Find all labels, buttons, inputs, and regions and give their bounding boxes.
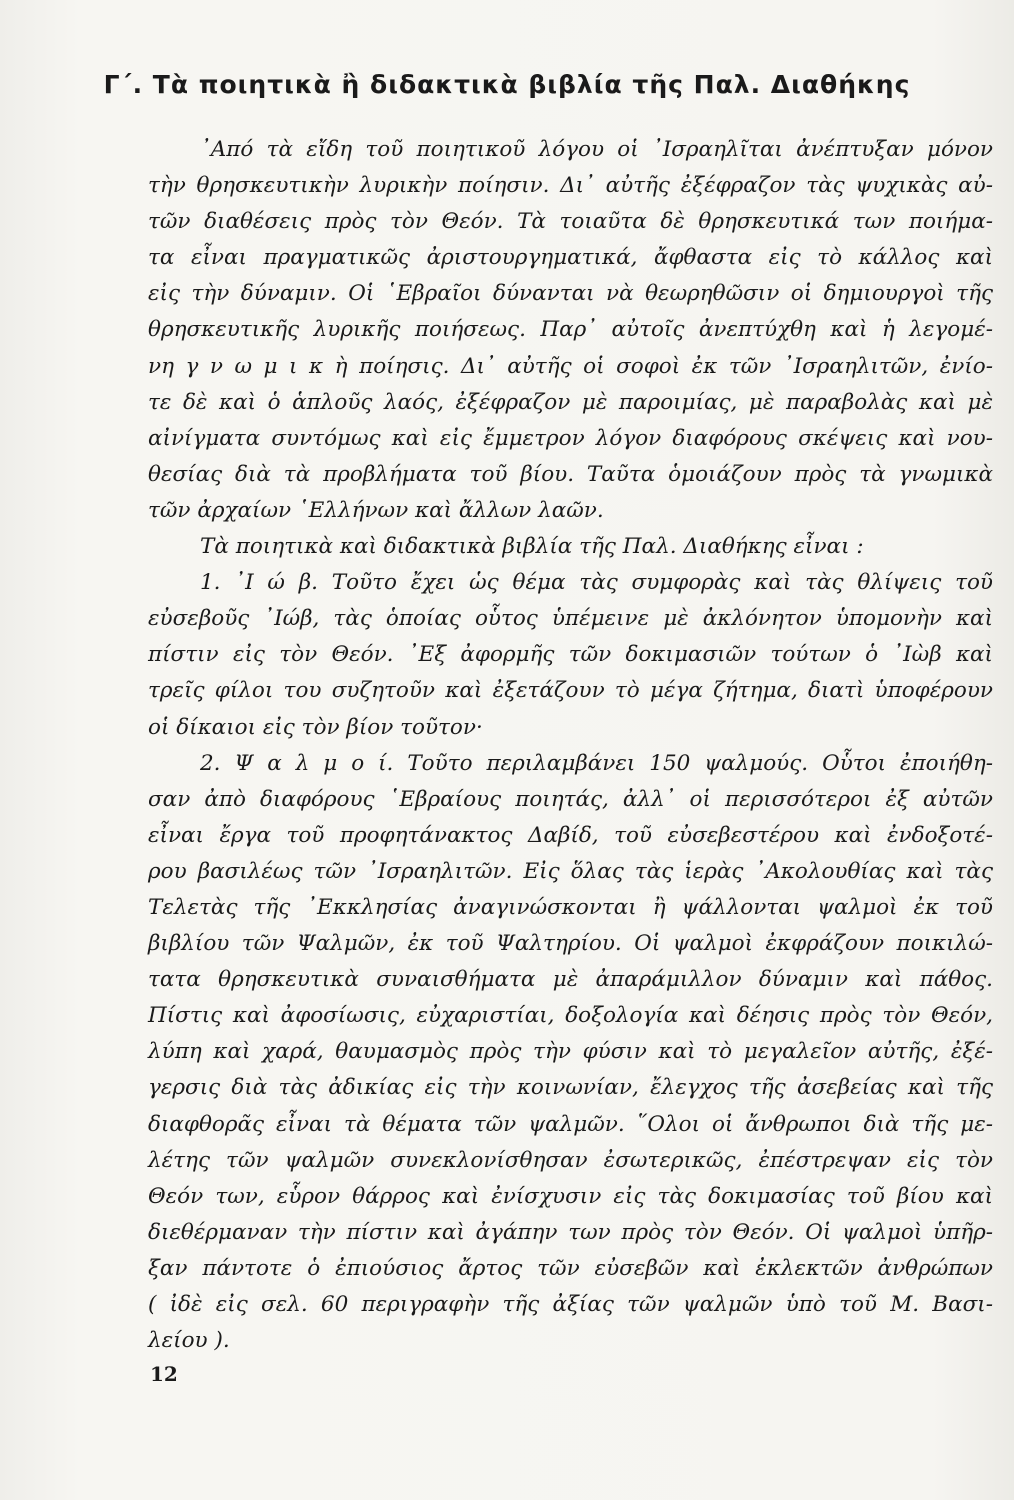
section-heading: Γ΄. Τὰ ποιητικὰ ἢ διδακτικὰ βιβλία τῆς Παλ. Διαθήκης xyxy=(103,70,911,99)
text-line: τρεῖς φίλοι του συζητοῦν καὶ ἐξετάζουν τὸ μέγα ζήτημα, διατὶ ὑποφέρουν xyxy=(148,678,993,704)
text-line: ( ἰδὲ εἰς σελ. 60 περιγραφὴν τῆς ἀξίας τῶν ψαλμῶν ὑπὸ τοῦ Μ. Βασι- xyxy=(148,1292,993,1317)
text-line: τῶν ἀρχαίων ῾Ελλήνων καὶ ἄλλων λαῶν. xyxy=(148,497,604,523)
text-line: θρησκευτικῆς λυρικῆς ποιήσεως. Παρ᾿ αὐτοῖς ἀνεπτύχθη καὶ ἡ λεγομέ- xyxy=(148,317,993,343)
text-line: πίστιν εἰς τὸν Θεόν. ᾿Εξ ἀφορμῆς τῶν δοκιμασιῶν τούτων ὁ ᾿Ιὼβ καὶ xyxy=(148,642,993,668)
page-number: 12 xyxy=(150,1362,178,1386)
text-line: γερσις διὰ τὰς ἀδικίας εἰς τὴν κοινωνίαν, ἔλεγχος τῆς ἀσεβείας καὶ τῆς xyxy=(148,1075,993,1101)
text-line: εἰς τὴν δύναμιν. Οἱ ῾Εβραῖοι δύνανται νὰ θεωρηθῶσιν οἱ δημιουργοὶ τῆς xyxy=(148,281,993,307)
text-line: σαν ἀπὸ διαφόρους ῾Εβραίους ποιητάς, ἀλλ᾿ οἱ περισσότεροι ἐξ αὐτῶν xyxy=(148,786,993,812)
text-line: Τελετὰς τῆς ᾿Εκκλησίας ἀναγινώσκονται ἢ ψάλλονται ψαλμοὶ ἐκ τοῦ xyxy=(148,894,993,920)
text-line: λύπη καὶ χαρά, θαυμασμὸς πρὸς τὴν φύσιν καὶ τὸ μεγαλεῖον αὐτῆς, ἐξέ- xyxy=(148,1039,993,1065)
text-line: τατα θρησκευτικὰ συναισθήματα μὲ ἀπαράμιλλον δύναμιν καὶ πάθος. xyxy=(148,967,993,993)
text-line: τὴν θρησκευτικὴν λυρικὴν ποίησιν. Δι᾿ αὐτῆς ἐξέφραζον τὰς ψυχικὰς αὐ- xyxy=(148,173,993,199)
text-line: διαφθορᾶς εἶναι τὰ θέματα τῶν ψαλμῶν. ῞Ολοι οἱ ἄνθρωποι διὰ τῆς με- xyxy=(148,1111,993,1137)
text-line: τα εἶναι πραγματικῶς ἀριστουργηματικά, ἄφθαστα εἰς τὸ κάλλος καὶ xyxy=(148,245,993,271)
text-line: Θεόν των, εὗρον θάρρος καὶ ἐνίσχυσιν εἰς τὰς δοκιμασίας τοῦ βίου καὶ xyxy=(148,1183,993,1209)
text-line: εἶναι ἔργα τοῦ προφητάνακτος Δαβίδ, τοῦ εὐσεβεστέρου καὶ ἐνδοξοτέ- xyxy=(148,822,993,848)
text-line: ᾿Από τὰ εἴδη τοῦ ποιητικοῦ λόγου οἱ ᾿Ισραηλῖται ἀνέπτυξαν μόνον xyxy=(200,137,993,162)
body-text xyxy=(148,132,993,1359)
text-line: εὐσεβοῦς ᾿Ιώβ, τὰς ὁποίας οὗτος ὑπέμεινε μὲ ἀκλόνητον ὑπομονὴν καὶ xyxy=(148,606,993,632)
text-line: λέτης τῶν ψαλμῶν συνεκλονίσθησαν ἐσωτερικῶς, ἐπέστρεψαν εἰς τὸν xyxy=(148,1147,993,1173)
text-line: ρου βασιλέως τῶν ᾿Ισραηλιτῶν. Εἰς ὅλας τὰς ἱερὰς ᾿Ακολουθίας καὶ τὰς xyxy=(148,858,993,884)
text-line: Τὰ ποιητικὰ καὶ διδακτικὰ βιβλία τῆς Παλ. Διαθήκης εἶναι : xyxy=(200,534,864,560)
text-line: τῶν διαθέσεις πρὸς τὸν Θεόν. Τὰ τοιαῦτα δὲ θρησκευτικά των ποιήμα- xyxy=(148,209,993,235)
text-line: διεθέρμαναν τὴν πίστιν καὶ ἀγάπην των πρὸς τὸν Θεόν. Οἱ ψαλμοὶ ὑπῆρ- xyxy=(148,1219,993,1245)
text-line: θεσίας διὰ τὰ προβλήματα τοῦ βίου. Ταῦτα ὁμοιάζουν πρὸς τὰ γνωμικὰ xyxy=(148,461,993,487)
text-line: ξαν πάντοτε ὁ ἐπιούσιος ἄρτος τῶν εὐσεβῶν καὶ ἐκλεκτῶν ἀνθρώπων xyxy=(148,1255,993,1281)
text-line: αἰνίγματα συντόμως καὶ εἰς ἔμμετρον λόγον διαφόρους σκέψεις καὶ νου- xyxy=(148,425,993,451)
text-line: 1. ᾿Ι ώ β. Τοῦτο ἔχει ὡς θέμα τὰς συμφορὰς καὶ τὰς θλίψεις τοῦ xyxy=(200,570,993,596)
text-line: οἱ δίκαιοι εἰς τὸν βίον τοῦτον· xyxy=(148,714,483,740)
text-line: βιβλίου τῶν Ψαλμῶν, ἐκ τοῦ Ψαλτηρίου. Οἱ ψαλμοὶ ἐκφράζουν ποικιλώ- xyxy=(148,931,993,957)
text-line: Πίστις καὶ ἀφοσίωσις, εὐχαριστίαι, δοξολογία καὶ δέησις πρὸς τὸν Θεόν, xyxy=(148,1003,993,1029)
text-line: τε δὲ καὶ ὁ ἁπλοῦς λαός, ἐξέφραζον μὲ παροιμίας, μὲ παραβολὰς καὶ μὲ xyxy=(148,389,993,415)
text-line: νη γ ν ω μ ι κ ὴ ποίησις. Δι᾿ αὐτῆς οἱ σοφοὶ ἐκ τῶν ᾿Ισραηλιτῶν, ἐνίο- xyxy=(148,353,993,379)
text-line: λείου ). xyxy=(148,1328,230,1354)
text-line: 2. Ψ α λ μ ο ί. Τοῦτο περιλαμβάνει 150 ψαλμούς. Οὗτοι ἐποιήθη- xyxy=(200,750,993,776)
